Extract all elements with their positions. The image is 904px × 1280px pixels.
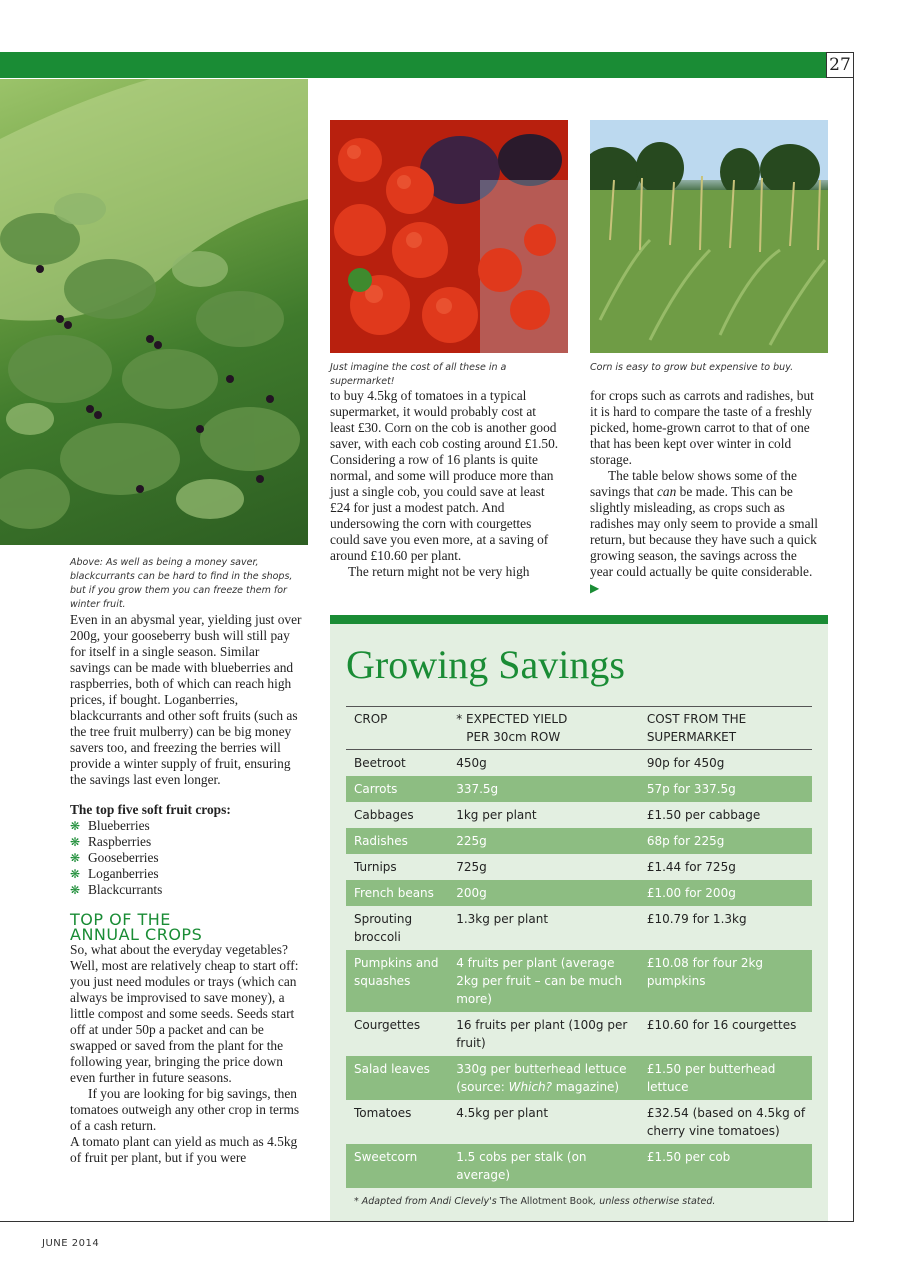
table-row: Pumpkins and squashes 4 fruits per plant (average 2kg per fruit – can be much more) £10.08 for four 2kg pumpkins — [346, 950, 812, 1012]
section-heading: TOP OF THE ANNUAL CROPS — [70, 910, 203, 944]
mid-paragraph-1: to buy 4.5kg of tomatoes in a typical supermarket, it would probably cost at least £30. Corn on the cob is another good saver, with each cob costing around £1.50. Considering a row of 16 plants is quite normal, and some will produce more than just a single cob, you could save at least £24 for just a modest patch. And undersowing the corn with courgettes could save you even more, at a saving of around £10.60 per plant. — [330, 388, 559, 563]
header-yield: * EXPECTED YIELD PER 30cm ROW — [448, 707, 639, 750]
footer-date: JUNE 2014 — [42, 1238, 100, 1249]
blackcurrant-bush-photo — [0, 79, 308, 545]
corn-illustration — [590, 120, 828, 353]
savings-table — [346, 706, 812, 1188]
table-row: Beetroot 450g 90p for 450g — [354, 756, 725, 770]
tomatoes-illustration — [330, 120, 568, 353]
right-column — [590, 388, 822, 596]
list-item: ❋ Gooseberries — [70, 850, 159, 865]
soft-fruit-list-heading: The top five soft fruit crops: — [70, 802, 231, 817]
header-bar — [0, 52, 826, 78]
list-item: ❋ Blackcurrants — [70, 882, 163, 897]
table-header-row — [346, 707, 812, 750]
page-number: 27 — [826, 52, 854, 78]
right-paragraph-1: for crops such as carrots and radishes, but it is hard to compare the taste of a freshly picked, home-grown carrot to that of one that has been kept over winter in cold storage. — [590, 388, 814, 467]
growing-savings-panel — [330, 615, 828, 1221]
list-item: ❋ Raspberries — [70, 834, 152, 849]
header-crop: CROP — [346, 707, 448, 750]
flower-bullet-icon: ❋ — [70, 819, 81, 833]
panel-title: Growing Savings — [346, 642, 625, 687]
left-paragraph-2: So, what about the everyday vegetables? Well, most are relatively cheap to start off: you just need modules or trays (which can always be improvised to save money), a little compost and some seeds. Seeds start off at under 50p a packet and can be swapped or saved from the plant for the following year, bringing the price down even further in future seasons. — [70, 942, 299, 1085]
table-row: Sweetcorn 1.5 cobs per stalk (on average) £1.50 per cob — [346, 1144, 812, 1188]
list-item: ❋ Loganberries — [70, 866, 159, 881]
left-paragraph-3: If you are looking for big savings, then tomatoes outweigh any other crop in terms of a cash return. — [70, 1086, 300, 1133]
blackcurrant-illustration — [0, 79, 308, 545]
tomatoes-caption: Just imagine the cost of all these in a supermarket! — [330, 362, 507, 387]
header-cost: COST FROM THE SUPERMARKET — [639, 707, 812, 750]
frame-rule-right — [853, 52, 854, 1222]
tomatoes-photo — [330, 120, 568, 353]
table-row: Sprouting broccoli 1.3kg per plant £10.79 for 1.3kg — [354, 912, 747, 944]
table-footnote: * Adapted from Andi Clevely's The Allotment Book, unless otherwise stated. — [354, 1196, 716, 1207]
corn-photo — [590, 120, 828, 353]
left-paragraph-4: A tomato plant can yield as much as 4.5kg of fruit per plant, but if you were — [70, 1134, 298, 1165]
blackcurrant-caption: Above: As well as being a money saver, blackcurrants can be hard to find in the shops, but if you grow them you can freeze them for winter fruit. — [70, 557, 293, 610]
table-row: French beans 200g £1.00 for 200g — [346, 880, 812, 906]
list-item: ❋ Blueberries — [70, 818, 150, 833]
table-row: Salad leaves 330g per butterhead lettuce (source: Which? magazine) £1.50 per butterhead lettuce — [346, 1056, 812, 1100]
end-arrow-icon: ▶ — [590, 581, 600, 595]
left-column — [70, 612, 302, 1166]
table-row: Turnips 725g £1.44 for 725g — [354, 860, 736, 874]
table-row: Carrots 337.5g 57p for 337.5g — [346, 776, 812, 802]
table-row: Cabbages 1kg per plant £1.50 per cabbage — [354, 808, 761, 822]
frame-rule-bottom — [0, 1221, 854, 1222]
flower-bullet-icon: ❋ — [70, 883, 81, 897]
middle-column — [330, 388, 562, 580]
table-row: Tomatoes 4.5kg per plant £32.54 (based on 4.5kg of cherry vine tomatoes) — [354, 1106, 806, 1138]
soft-fruit-list — [70, 818, 302, 898]
mid-paragraph-2: The return might not be very high — [348, 564, 530, 579]
right-paragraph-2: The table below shows some of the savings that can be made. This can be slightly misleading, as crops such as radishes may only seem to provide a small return, but because they have such a quick growing season, the savings across the year could actually be quite considerable. ▶ — [590, 468, 818, 595]
flower-bullet-icon: ❋ — [70, 835, 81, 849]
flower-bullet-icon: ❋ — [70, 867, 81, 881]
table-row: Radishes 225g 68p for 225g — [346, 828, 812, 854]
flower-bullet-icon: ❋ — [70, 851, 81, 865]
table-row: Courgettes 16 fruits per plant (100g per fruit) £10.60 for 16 courgettes — [354, 1018, 797, 1050]
left-paragraph-1: Even in an abysmal year, yielding just over 200g, your gooseberry bush will still pay for itself in a single season. Similar savings can be made with blueberries and raspberries, both of which can reach high prices, if bought. Loganberries, blackcurrants and other soft fruits (such as the tree fruit mulberry) can be big money savers too, and freezing the berries will provide a winter supply of fruit, ensuring the savings last even longer. — [70, 612, 302, 787]
corn-caption: Corn is easy to grow but expensive to buy. — [590, 362, 794, 373]
